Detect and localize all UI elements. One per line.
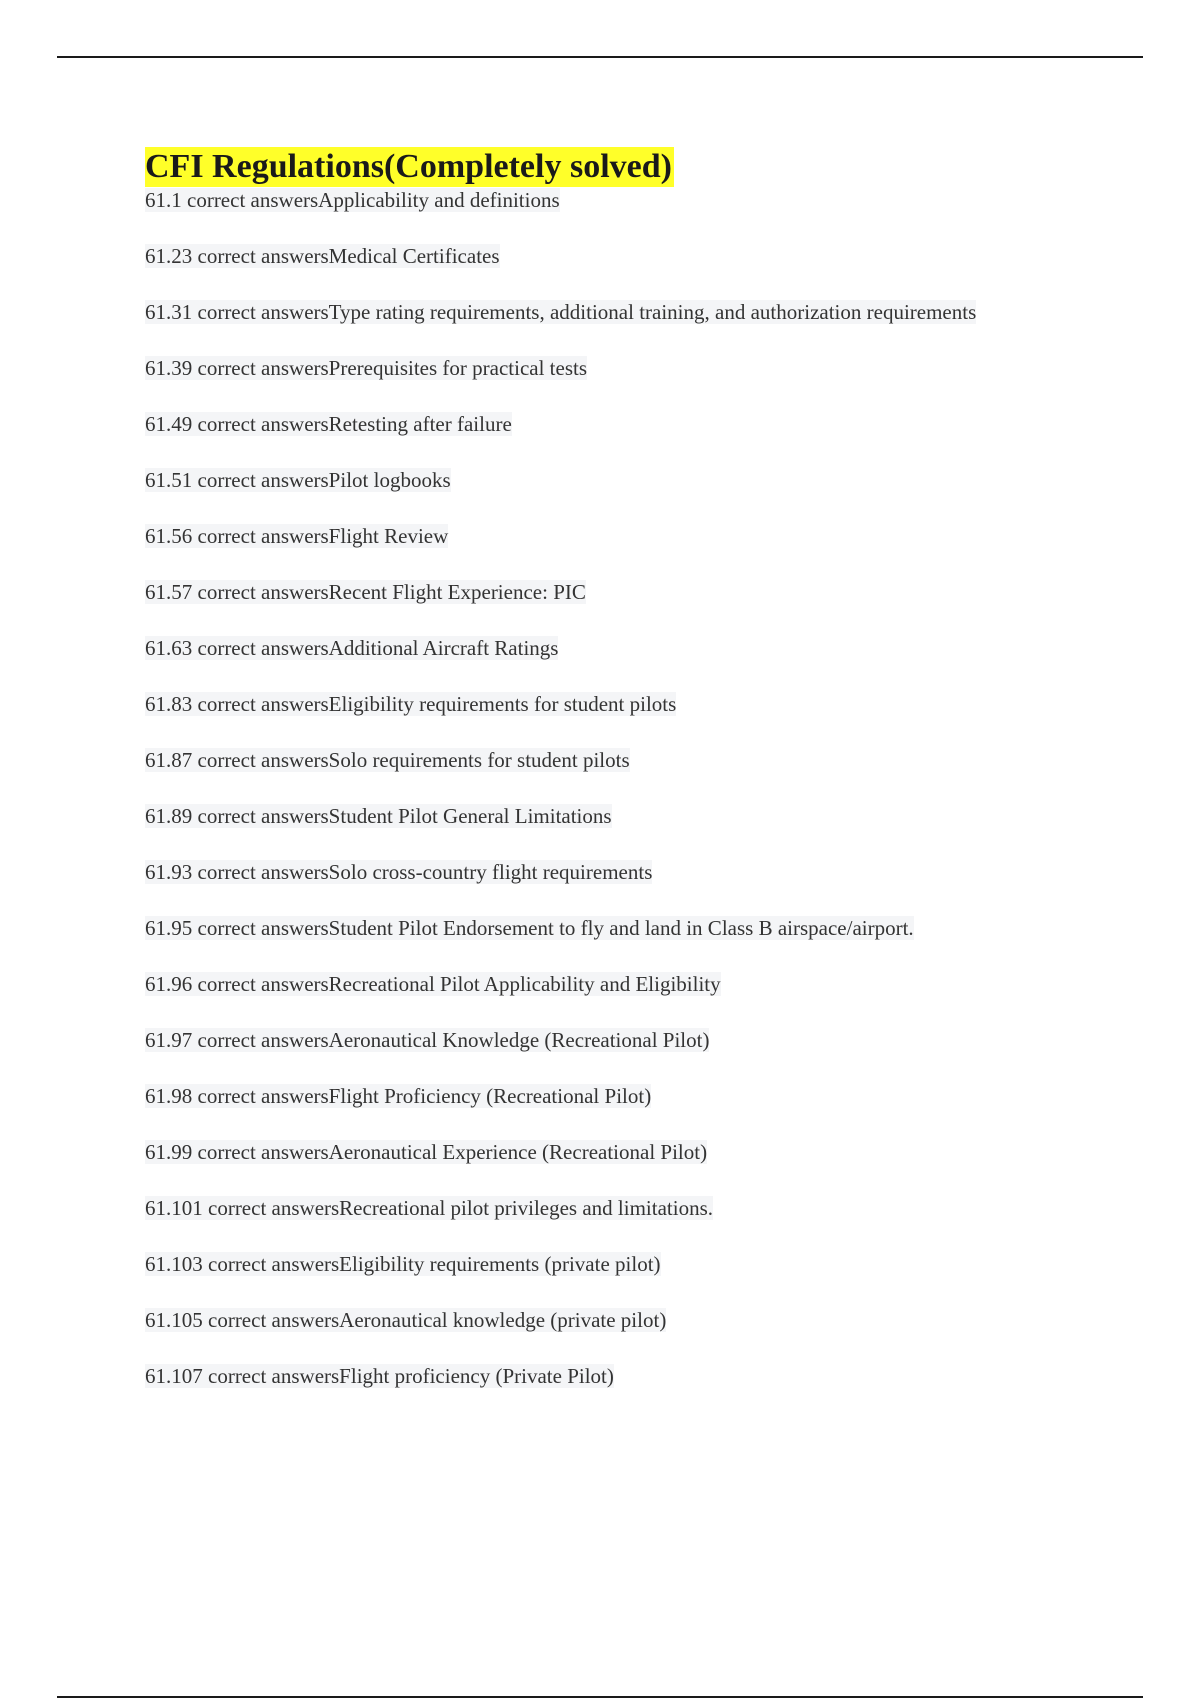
document-title: CFI Regulations(Completely solved): [145, 148, 672, 185]
entry-text: 61.23 correct answersMedical Certificates: [145, 244, 500, 268]
entry-text: 61.39 correct answersPrerequisites for practical tests: [145, 356, 588, 380]
list-item: [145, 1363, 985, 1389]
list-item: [145, 635, 985, 661]
entry-text: 61.97 correct answersAeronautical Knowledge (Recreational Pilot): [145, 1028, 710, 1052]
entry-text: 61.49 correct answersRetesting after failure: [145, 412, 512, 436]
entry-text: 61.63 correct answersAdditional Aircraft Ratings: [145, 636, 559, 660]
entry-text: 61.101 correct answersRecreational pilot privileges and limitations.: [145, 1196, 714, 1220]
header-rule: [57, 56, 1143, 58]
list-item: [145, 1027, 985, 1053]
entry-text: 61.1 correct answersApplicability and definitions: [145, 188, 560, 212]
list-item: [145, 1307, 985, 1333]
list-item: [145, 355, 985, 381]
entry-text: 61.105 correct answersAeronautical knowledge (private pilot): [145, 1308, 667, 1332]
list-item: [145, 1251, 985, 1277]
entry-text: 61.96 correct answersRecreational Pilot Applicability and Eligibility: [145, 972, 721, 996]
list-item: [145, 411, 985, 437]
list-item: [145, 187, 985, 213]
list-item: [145, 1139, 985, 1165]
entry-text: 61.56 correct answersFlight Review: [145, 524, 449, 548]
list-item: [145, 243, 985, 269]
entry-text: 61.95 correct answersStudent Pilot Endorsement to fly and land in Class B airspace/airport.: [145, 916, 914, 940]
list-item: [145, 747, 985, 773]
entry-text: 61.107 correct answersFlight proficiency (Private Pilot): [145, 1364, 614, 1388]
list-item: [145, 691, 985, 717]
document-body: [145, 147, 1045, 1419]
entry-list: [145, 187, 1045, 1389]
entry-text: 61.98 correct answersFlight Proficiency (Recreational Pilot): [145, 1084, 652, 1108]
entry-text: 61.99 correct answersAeronautical Experience (Recreational Pilot): [145, 1140, 708, 1164]
list-item: [145, 1195, 985, 1221]
entry-text: 61.57 correct answersRecent Flight Experience: PIC: [145, 580, 586, 604]
entry-text: 61.51 correct answersPilot logbooks: [145, 468, 451, 492]
entry-text: 61.103 correct answersEligibility requirements (private pilot): [145, 1252, 661, 1276]
entry-text: 61.87 correct answersSolo requirements for student pilots: [145, 748, 630, 772]
title-block: [145, 147, 1045, 187]
list-item: [145, 299, 985, 325]
entry-text: 61.31 correct answersType rating requirements, additional training, and authorization requirements: [145, 300, 977, 324]
entry-text: 61.93 correct answersSolo cross-country flight requirements: [145, 860, 653, 884]
list-item: [145, 1083, 985, 1109]
list-item: [145, 915, 1045, 941]
footer-rule: [57, 1696, 1143, 1698]
list-item: [145, 971, 985, 997]
entry-text: 61.83 correct answersEligibility requirements for student pilots: [145, 692, 677, 716]
list-item: [145, 467, 985, 493]
entry-text: 61.89 correct answersStudent Pilot General Limitations: [145, 804, 612, 828]
list-item: [145, 579, 985, 605]
list-item: [145, 523, 985, 549]
list-item: [145, 859, 985, 885]
list-item: [145, 803, 985, 829]
